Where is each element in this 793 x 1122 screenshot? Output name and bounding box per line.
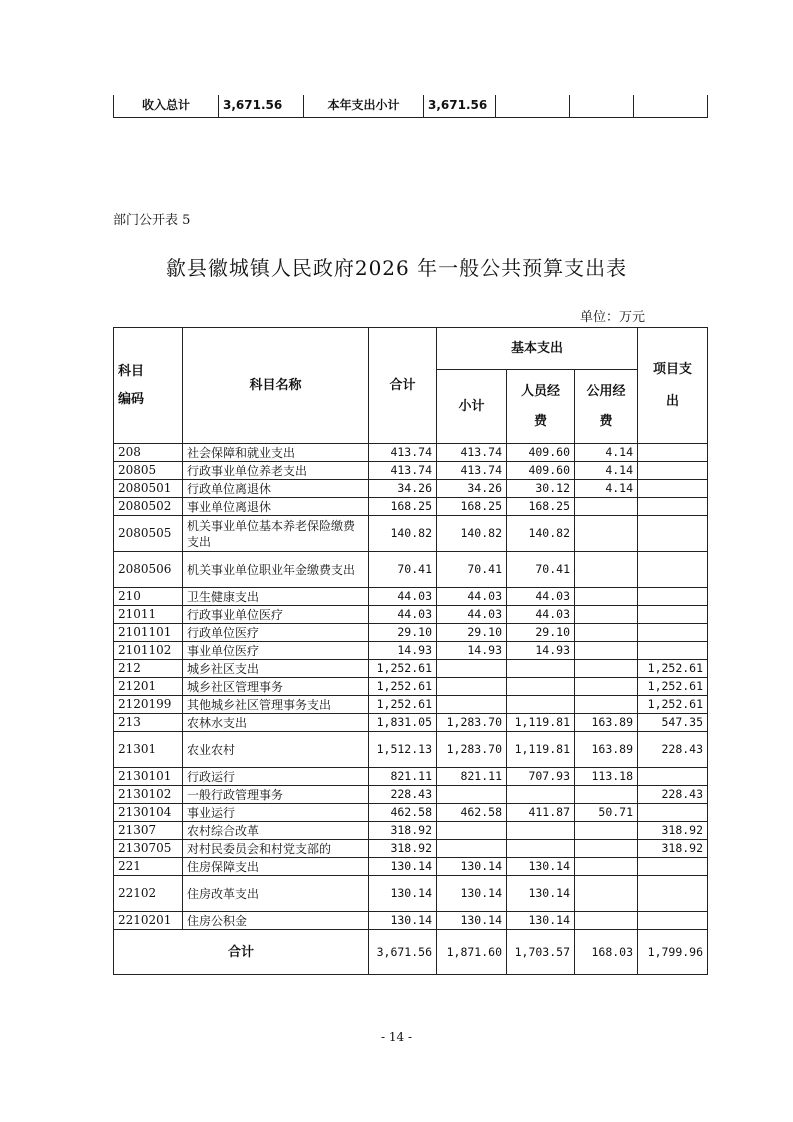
cell-project [638,552,708,588]
cell-personnel: 70.41 [507,552,575,588]
cell-project [638,462,708,480]
cell-name: 事业单位离退休 [183,498,369,516]
cell-name: 城乡社区管理事务 [183,678,369,696]
expense-subtotal-label: 本年支出小计 [304,95,424,117]
cell-total: 130.14 [369,876,437,912]
cell-code: 212 [114,660,183,678]
cell-subtotal: 168.25 [437,498,507,516]
cell-name: 社会保障和就业支出 [183,444,369,462]
cell-code: 208 [114,444,183,462]
cell-subtotal: 821.11 [437,768,507,786]
cell-public [575,642,638,660]
cell-personnel [507,696,575,714]
cell-subtotal: 70.41 [437,552,507,588]
cell-public [575,516,638,552]
header-project-line1: 项目支 [653,361,693,377]
header-code-line1: 科目 [118,363,145,379]
table-row [114,552,708,588]
cell-project [638,588,708,606]
cell-personnel: 130.14 [507,876,575,912]
table-tag: 部门公开表 5 [113,213,191,228]
cell-public: 163.89 [575,714,638,732]
cell-code: 21201 [114,678,183,696]
budget-expense-table [113,327,708,975]
cell-code: 2101102 [114,642,183,660]
cell-subtotal: 29.10 [437,624,507,642]
cell-code: 2080505 [114,516,183,552]
expense-subtotal-value: 3,671.56 [424,95,496,117]
table-row [114,606,708,624]
cell-personnel [507,660,575,678]
table-row [114,912,708,930]
table-row [114,462,708,480]
cell-public [575,912,638,930]
cell-name: 对村民委员会和村党支部的 [183,840,369,858]
cell-personnel [507,840,575,858]
total-row-public: 168.03 [575,930,638,975]
cell-name: 农林水支出 [183,714,369,732]
cell-public [575,876,638,912]
header-project-line2: 出 [666,393,680,409]
cell-total: 413.74 [369,444,437,462]
cell-personnel: 130.14 [507,858,575,876]
cell-personnel: 44.03 [507,606,575,624]
cell-total: 318.92 [369,822,437,840]
cell-personnel: 409.60 [507,462,575,480]
header-code [114,328,183,444]
header-public [575,370,638,444]
cell-personnel: 14.93 [507,642,575,660]
table-row [114,786,708,804]
cell-total: 29.10 [369,624,437,642]
cell-total: 1,831.05 [369,714,437,732]
empty-cell [496,95,570,117]
cell-code: 2130705 [114,840,183,858]
cell-total: 130.14 [369,858,437,876]
cell-total: 821.11 [369,768,437,786]
cell-name: 农业农村 [183,732,369,768]
cell-personnel: 44.03 [507,588,575,606]
cell-total: 413.74 [369,462,437,480]
header-total: 合计 [369,328,437,444]
cell-subtotal: 44.03 [437,588,507,606]
page-number: - 14 - [380,1030,412,1044]
cell-name: 行政单位离退休 [183,480,369,498]
cell-total: 1,512.13 [369,732,437,768]
cell-subtotal: 140.82 [437,516,507,552]
cell-public [575,858,638,876]
cell-name: 住房改革支出 [183,876,369,912]
page-title: 歙县徽城镇人民政府2026 年一般公共预算支出表 [165,256,628,280]
cell-code: 2080502 [114,498,183,516]
cell-personnel: 29.10 [507,624,575,642]
cell-public [575,606,638,624]
cell-personnel: 130.14 [507,912,575,930]
cell-code: 2080501 [114,480,183,498]
cell-name: 行政运行 [183,768,369,786]
cell-public: 4.14 [575,480,638,498]
cell-public [575,498,638,516]
cell-personnel: 707.93 [507,768,575,786]
table-row [114,840,708,858]
cell-code: 221 [114,858,183,876]
cell-project: 1,252.61 [638,660,708,678]
cell-project: 318.92 [638,840,708,858]
cell-subtotal: 130.14 [437,912,507,930]
cell-code: 22102 [114,876,183,912]
cell-total: 228.43 [369,786,437,804]
cell-project [638,516,708,552]
cell-subtotal: 413.74 [437,462,507,480]
cell-subtotal [437,678,507,696]
cell-subtotal: 462.58 [437,804,507,822]
cell-project [638,912,708,930]
table-row [114,516,708,552]
cell-public [575,624,638,642]
cell-total: 462.58 [369,804,437,822]
cell-code: 2130104 [114,804,183,822]
table-row [114,498,708,516]
cell-public [575,822,638,840]
cell-code: 2130102 [114,786,183,804]
header-public-line2: 费 [599,413,613,429]
cell-subtotal [437,786,507,804]
table-row [114,444,708,462]
cell-project: 547.35 [638,714,708,732]
cell-public: 4.14 [575,444,638,462]
cell-subtotal: 34.26 [437,480,507,498]
total-row-project: 1,799.96 [638,930,708,975]
cell-public [575,588,638,606]
header-subtotal: 小计 [437,370,507,444]
cell-total: 44.03 [369,606,437,624]
cell-name: 行政事业单位医疗 [183,606,369,624]
empty-cell [570,95,634,117]
cell-project [638,498,708,516]
total-row-total: 3,671.56 [369,930,437,975]
unit-label: 单位：万元 [580,310,646,325]
cell-name: 卫生健康支出 [183,588,369,606]
cell-project [638,606,708,624]
cell-name: 行政单位医疗 [183,624,369,642]
cell-personnel: 140.82 [507,516,575,552]
cell-code: 2210201 [114,912,183,930]
cell-name: 一般行政管理事务 [183,786,369,804]
header-code-line2: 编码 [118,391,145,407]
cell-subtotal: 130.14 [437,876,507,912]
cell-personnel: 1,119.81 [507,732,575,768]
cell-public: 4.14 [575,462,638,480]
cell-name: 农村综合改革 [183,822,369,840]
cell-code: 21301 [114,732,183,768]
table-row [114,876,708,912]
cell-name: 城乡社区支出 [183,660,369,678]
table-row [114,624,708,642]
cell-personnel: 1,119.81 [507,714,575,732]
cell-public: 50.71 [575,804,638,822]
table-row [114,678,708,696]
table-row [114,642,708,660]
cell-total: 168.25 [369,498,437,516]
empty-cell [634,95,708,117]
table-row [114,732,708,768]
cell-total: 34.26 [369,480,437,498]
table-row [114,768,708,786]
cell-project: 228.43 [638,732,708,768]
total-row-subtotal: 1,871.60 [437,930,507,975]
cell-total: 140.82 [369,516,437,552]
cell-public: 113.18 [575,768,638,786]
cell-subtotal [437,660,507,678]
cell-name: 事业单位医疗 [183,642,369,660]
cell-public [575,786,638,804]
table-row [114,714,708,732]
cell-project [638,876,708,912]
cell-code: 2101101 [114,624,183,642]
cell-project [638,804,708,822]
cell-public [575,696,638,714]
table-row [114,660,708,678]
cell-subtotal [437,822,507,840]
cell-code: 2120199 [114,696,183,714]
header-basic: 基本支出 [437,328,638,370]
cell-personnel: 168.25 [507,498,575,516]
cell-name: 行政事业单位养老支出 [183,462,369,480]
total-row-personnel: 1,703.57 [507,930,575,975]
cell-public: 163.89 [575,732,638,768]
cell-project [638,444,708,462]
cell-subtotal: 130.14 [437,858,507,876]
income-total-label: 收入总计 [114,95,219,117]
cell-public [575,840,638,858]
header-personnel [507,370,575,444]
cell-project [638,624,708,642]
cell-personnel [507,678,575,696]
cell-personnel: 30.12 [507,480,575,498]
cell-name: 住房保障支出 [183,858,369,876]
cell-project: 318.92 [638,822,708,840]
cell-public [575,660,638,678]
cell-total: 70.41 [369,552,437,588]
cell-project: 1,252.61 [638,696,708,714]
cell-total: 1,252.61 [369,696,437,714]
cell-subtotal: 44.03 [437,606,507,624]
cell-project: 1,252.61 [638,678,708,696]
header-project [638,328,708,444]
cell-total: 1,252.61 [369,660,437,678]
cell-personnel [507,786,575,804]
cell-total: 14.93 [369,642,437,660]
cell-project [638,858,708,876]
cell-code: 20805 [114,462,183,480]
table-row [114,480,708,498]
cell-name: 机关事业单位基本养老保险缴费支出 [183,516,369,552]
cell-total: 130.14 [369,912,437,930]
total-row-label: 合计 [114,930,369,975]
cell-subtotal [437,696,507,714]
cell-code: 2080506 [114,552,183,588]
cell-name: 机关事业单位职业年金缴费支出 [183,552,369,588]
cell-total: 318.92 [369,840,437,858]
cell-name: 其他城乡社区管理事务支出 [183,696,369,714]
income-total-value: 3,671.56 [219,95,304,117]
header-personnel-line1: 人员经 [520,383,560,399]
cell-name: 住房公积金 [183,912,369,930]
cell-public [575,552,638,588]
cell-total: 1,252.61 [369,678,437,696]
cell-personnel: 411.87 [507,804,575,822]
cell-personnel [507,822,575,840]
cell-code: 2130101 [114,768,183,786]
cell-personnel: 409.60 [507,444,575,462]
cell-project: 228.43 [638,786,708,804]
cell-subtotal: 14.93 [437,642,507,660]
cell-total: 44.03 [369,588,437,606]
income-summary-table [113,95,708,118]
cell-code: 210 [114,588,183,606]
table-row [114,696,708,714]
table-row [114,804,708,822]
cell-code: 21011 [114,606,183,624]
table-row [114,588,708,606]
cell-project [638,480,708,498]
table-row [114,858,708,876]
cell-subtotal: 413.74 [437,444,507,462]
cell-subtotal [437,840,507,858]
header-public-line1: 公用经 [586,383,626,399]
header-personnel-line2: 费 [533,413,547,429]
cell-project [638,768,708,786]
table-row [114,822,708,840]
cell-code: 21307 [114,822,183,840]
cell-project [638,642,708,660]
cell-name: 事业运行 [183,804,369,822]
cell-public [575,678,638,696]
cell-code: 213 [114,714,183,732]
cell-subtotal: 1,283.70 [437,732,507,768]
header-name: 科目名称 [183,328,369,444]
cell-subtotal: 1,283.70 [437,714,507,732]
